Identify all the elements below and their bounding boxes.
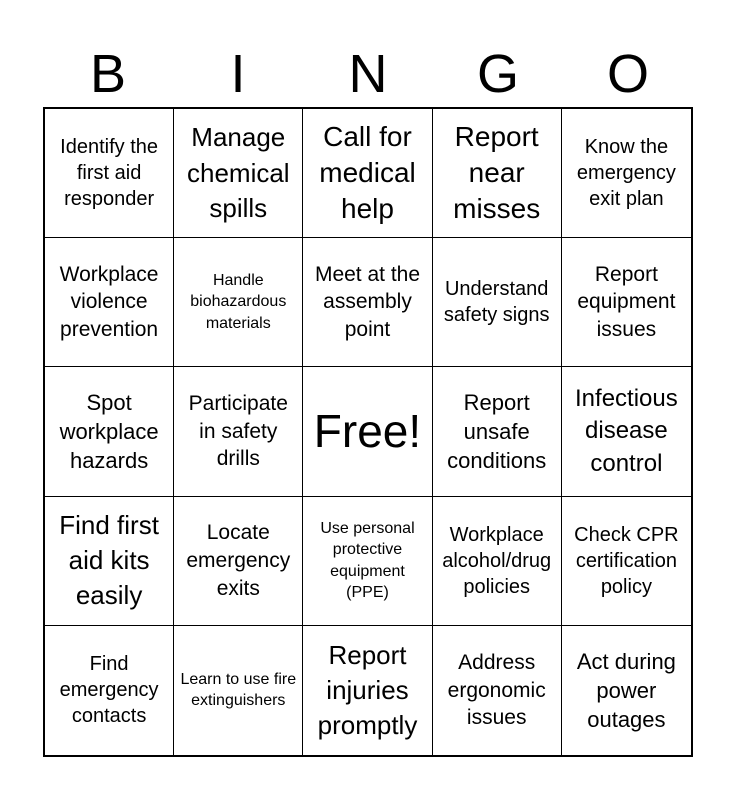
cell-text: Address ergonomic issues [447,650,546,730]
bingo-cell[interactable] [174,497,303,626]
header-letter-g: G [476,44,519,104]
cell-text: Understand safety signs [443,278,550,327]
cell-text: Report injuries promptly [317,639,418,740]
bingo-cell[interactable] [174,238,303,367]
cell-text: Know the emergency exit plan [576,136,676,211]
cell-text: Handle biohazardous materials [190,271,287,333]
cell-text: Spot workplace hazards [59,389,159,473]
bingo-cell[interactable] [562,497,691,626]
cell-text: Workplace violence prevention [59,262,159,342]
cell-text: Infectious disease control [575,384,678,477]
bingo-cell[interactable] [174,109,303,238]
bingo-cell[interactable] [433,367,562,496]
bingo-cell[interactable] [174,367,303,496]
cell-text: Check CPR certification policy [574,523,679,598]
bingo-cell[interactable] [303,109,432,238]
bingo-cell[interactable] [433,497,562,626]
bingo-cell[interactable] [303,497,432,626]
header-letter-n: N [348,44,388,104]
cell-text: Act during power outages [576,648,676,732]
header-letter-b: B [89,44,127,104]
cell-text: Report near misses [453,120,541,225]
cell-text: Use personal protective equipment (PPE) [320,519,415,602]
cell-text: Learn to use fire extinguishers [180,670,297,710]
free-space-cell[interactable] [303,367,432,496]
bingo-cell[interactable] [562,109,691,238]
cell-text: Call for medical help [319,120,416,225]
cell-text: Meet at the assembly point [314,262,421,342]
header-letter-o: O [606,44,649,104]
cell-text: Find first aid kits easily [59,510,159,611]
cell-text: Participate in safety drills [188,391,288,471]
bingo-cell[interactable] [562,238,691,367]
bingo-cell[interactable] [562,367,691,496]
bingo-cell[interactable] [45,626,174,755]
bingo-board [43,107,693,757]
bingo-cell[interactable] [45,497,174,626]
cell-text: Report equipment issues [577,262,676,342]
cell-text: Locate emergency exits [186,521,291,600]
bingo-cell[interactable] [433,626,562,755]
cell-text: Report unsafe conditions [447,389,547,473]
bingo-cell[interactable] [45,367,174,496]
cell-text: Workplace alcohol/drug policies [442,523,552,598]
bingo-cell[interactable] [433,238,562,367]
bingo-cell[interactable] [303,626,432,755]
bingo-header [43,40,693,108]
header-letter-i: I [230,44,246,104]
cell-text: Find emergency contacts [59,653,159,728]
cell-text: Manage chemical spills [186,122,290,223]
bingo-cell[interactable] [174,626,303,755]
bingo-cell[interactable] [45,238,174,367]
cell-text: Identify the first aid responder [60,136,159,211]
free-space-text: Free! [313,405,422,458]
bingo-cell[interactable] [562,626,691,755]
bingo-cell[interactable] [433,109,562,238]
bingo-cell[interactable] [303,238,432,367]
bingo-cell[interactable] [45,109,174,238]
